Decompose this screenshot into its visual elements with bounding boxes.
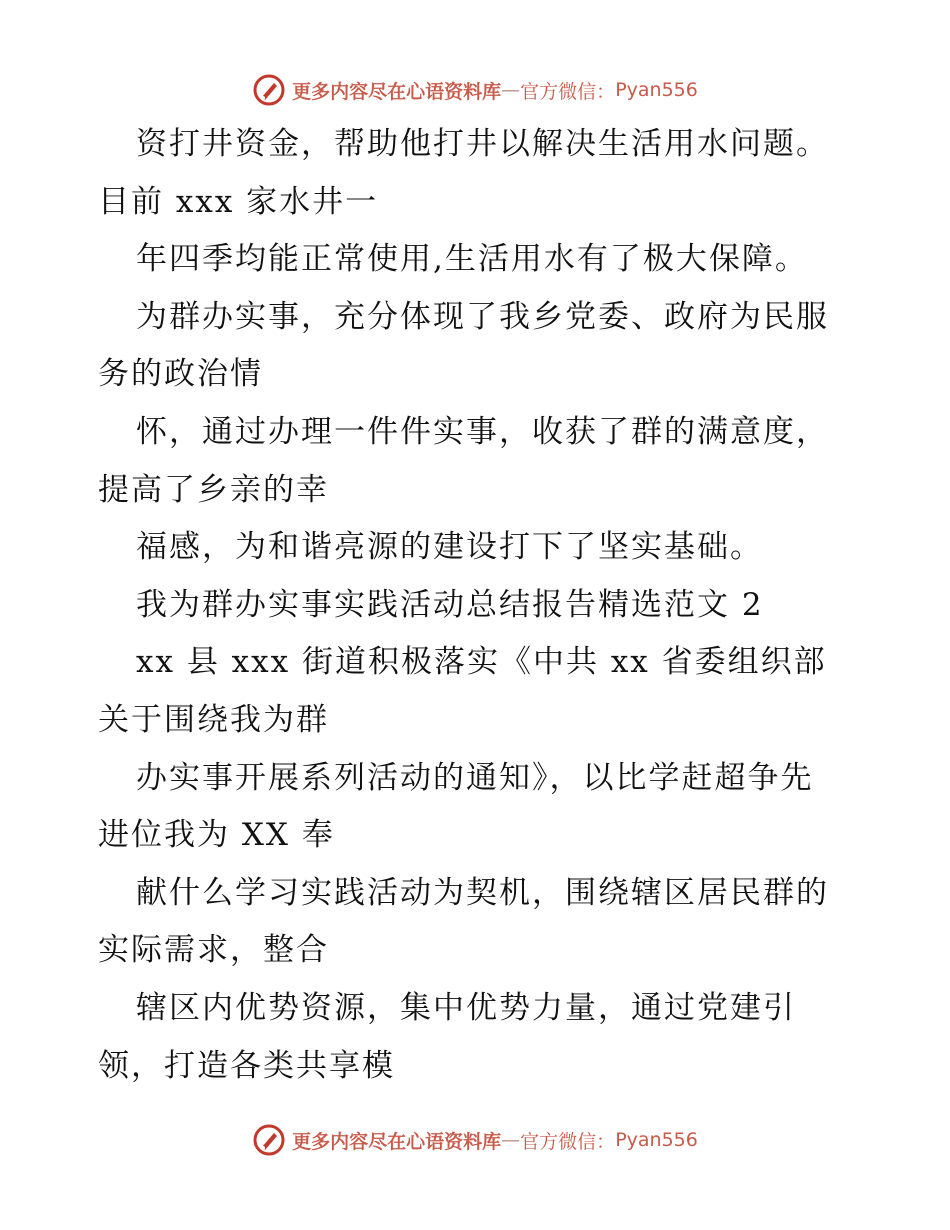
banner-site-text: 更多内容尽在心语资料库 xyxy=(292,1130,502,1153)
text-line: 怀，通过办理一件件实事，收获了群的满意度， xyxy=(136,413,829,450)
text-line: 年四季均能正常使用,生活用水有了极大保障。 xyxy=(136,241,808,278)
banner-wechat-id: Pyan556 xyxy=(615,1129,698,1151)
document-body xyxy=(98,116,858,1095)
text-line: 办实事开展系列活动的通知》，以比学赶超争先 xyxy=(136,759,814,796)
text-line: 为群办实事，充分体现了我乡党委、政府为民服 xyxy=(136,298,829,335)
text-line: 献什么学习实践活动为契机，围绕辖区居民群的 xyxy=(136,874,829,911)
banner-wechat-label: 官方微信： xyxy=(520,1130,616,1153)
text-line: 进位我为 XX 奉 xyxy=(98,817,335,854)
banner-separator: — xyxy=(501,79,521,101)
text-line: 辖区内优势资源，集中优势力量，通过党建引 xyxy=(136,989,796,1026)
banner-wechat-id: Pyan556 xyxy=(615,79,698,101)
text-line: 福感，为和谐亮源的建设打下了坚实基础。 xyxy=(136,529,763,566)
text-line: 关于围绕我为群 xyxy=(98,701,329,738)
header-banner xyxy=(0,70,950,110)
text-line: 务的政治情 xyxy=(98,356,263,393)
section-heading: 我为群办实事实践活动总结报告精选范文 2 xyxy=(136,586,764,623)
text-line: 提高了乡亲的幸 xyxy=(98,471,329,508)
text-line: 目前 xxx 家水井一 xyxy=(98,183,379,220)
banner-separator: — xyxy=(501,1129,521,1151)
text-line: 资打井资金，帮助他打井以解决生活用水问题。 xyxy=(136,126,829,162)
text-line: 领，打造各类共享模 xyxy=(98,1047,395,1084)
red-circle-pen-logo-icon xyxy=(252,73,286,107)
banner-wechat-label: 官方微信： xyxy=(520,80,616,103)
red-circle-pen-logo-icon xyxy=(252,1123,286,1157)
text-line: 实际需求，整合 xyxy=(98,932,329,969)
banner-site-text: 更多内容尽在心语资料库 xyxy=(292,80,502,103)
footer-banner xyxy=(0,1120,950,1160)
text-line: xx 县 xxx 街道积极落实《中共 xx 省委组织部 xyxy=(136,644,827,681)
